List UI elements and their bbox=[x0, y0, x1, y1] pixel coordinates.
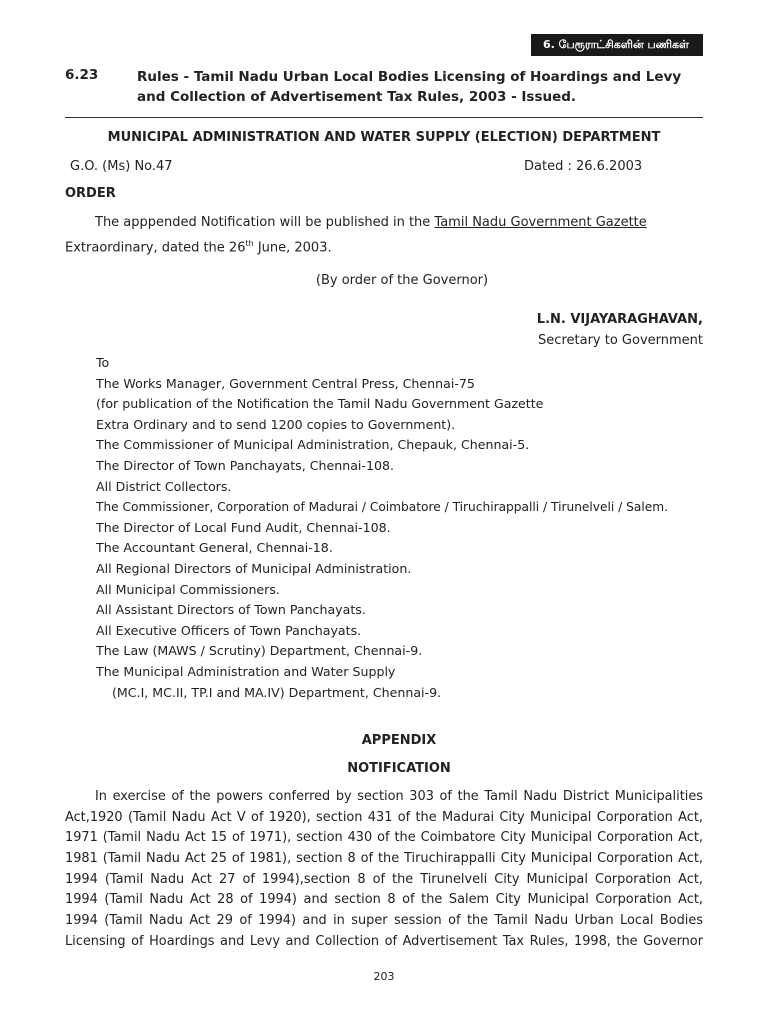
recipients-block bbox=[96, 353, 716, 703]
appendix-heading: APPENDIX bbox=[361, 733, 437, 748]
department-heading: MUNICIPAL ADMINISTRATION AND WATER SUPPLY (ELECTION) DEPARTMENT bbox=[107, 130, 661, 145]
section-title bbox=[137, 67, 707, 107]
recipient-line: All Regional Directors of Municipal Administration. bbox=[96, 560, 412, 576]
order-paragraph bbox=[65, 212, 703, 258]
notification-line: 1971 (Tamil Nadu Act 15 of 1971), section 430 of the Coimbatore City Municipal Corporation Act, bbox=[65, 830, 703, 846]
go-date: Dated : 26.6.2003 bbox=[524, 159, 643, 174]
signatory-title: Secretary to Government bbox=[538, 333, 703, 348]
recipient-line: Extra Ordinary and to send 1200 copies to Government). bbox=[96, 416, 456, 432]
order-text-a: The apppended Notification will be published in the bbox=[95, 215, 435, 230]
order-text-b: Extraordinary, dated the 26 bbox=[65, 240, 246, 256]
notification-line: Act,1920 (Tamil Nadu Act V of 1920), section 431 of the Madurai City Municipal Corporation Act, bbox=[65, 809, 703, 825]
gazette-link: Tamil Nadu Government Gazette bbox=[434, 215, 647, 230]
recipient-line: The Works Manager, Government Central Press, Chennai-75 bbox=[96, 375, 475, 391]
to-heading: To bbox=[96, 355, 110, 370]
recipient-line: The Director of Town Panchayats, Chennai-108. bbox=[96, 457, 395, 473]
section-title-line-2: and Collection of Advertisement Tax Rules, 2003 - Issued. bbox=[137, 89, 577, 105]
recipient-line: All Assistant Directors of Town Panchayats. bbox=[96, 602, 366, 618]
recipient-line: The Director of Local Fund Audit, Chennai-108. bbox=[96, 519, 391, 535]
recipient-line: All Municipal Commissioners. bbox=[96, 581, 280, 597]
recipient-line: The Commissioner, Corporation of Madurai / Coimbatore / Tiruchirappalli / Tirunelveli / Salem. bbox=[96, 500, 668, 515]
notification-paragraph bbox=[65, 787, 703, 953]
recipient-line: (for publication of the Notification the Tamil Nadu Government Gazette bbox=[96, 396, 544, 412]
chapter-tab: 6. பேரூராட்சிகளின் பணிகள் bbox=[531, 34, 703, 56]
notification-line bbox=[65, 787, 703, 808]
section-number: 6.23 bbox=[65, 67, 99, 83]
order-sup: th bbox=[245, 239, 254, 248]
notification-line: 1981 (Tamil Nadu Act 25 of 1981), section 8 of the Tiruchirappalli City Municipal Corporation Act, bbox=[65, 851, 703, 867]
go-number: G.O. (Ms) No.47 bbox=[70, 159, 173, 174]
order-text-c: June, 2003. bbox=[253, 240, 332, 256]
recipient-line: The Law (MAWS / Scrutiny) Department, Chennai-9. bbox=[96, 643, 423, 659]
notification-line: 1994 (Tamil Nadu Act 28 of 1994) and section 8 of the Salem City Municipal Corporation Act, bbox=[65, 892, 703, 908]
recipient-line: (MC.I, MC.II, TP.I and MA.IV) Department, Chennai-9. bbox=[112, 684, 442, 700]
horizontal-rule bbox=[65, 117, 703, 118]
notification-line: 1994 (Tamil Nadu Act 27 of 1994),section 8 of the Tirunelveli City Municipal Corporation Act, bbox=[65, 871, 703, 887]
page-number: 203 bbox=[373, 970, 395, 983]
recipient-line: The Accountant General, Chennai-18. bbox=[96, 540, 333, 556]
notification-heading: NOTIFICATION bbox=[347, 761, 451, 776]
by-order-line: (By order of the Governor) bbox=[315, 273, 489, 288]
recipient-line: All District Collectors. bbox=[96, 478, 232, 494]
recipient-line: The Commissioner of Municipal Administration, Chepauk, Chennai-5. bbox=[96, 437, 530, 453]
signatory-name: L.N. VIJAYARAGHAVAN, bbox=[536, 312, 703, 327]
notification-line-text: In exercise of the powers conferred by section 303 of the Tamil Nadu District Municipalities bbox=[95, 789, 703, 804]
recipient-line: The Municipal Administration and Water Supply bbox=[96, 663, 396, 679]
recipient-line: All Executive Officers of Town Panchayats. bbox=[96, 622, 362, 638]
notification-line: Licensing of Hoardings and Levy and Collection of Advertisement Tax Rules, 1998, the Governor bbox=[65, 933, 703, 949]
order-heading: ORDER bbox=[65, 186, 116, 201]
section-title-line-1: Rules - Tamil Nadu Urban Local Bodies Licensing of Hoardings and Levy bbox=[137, 69, 682, 85]
notification-line: 1994 (Tamil Nadu Act 29 of 1994) and in super session of the Tamil Nadu Urban Local Bodies bbox=[65, 913, 703, 929]
